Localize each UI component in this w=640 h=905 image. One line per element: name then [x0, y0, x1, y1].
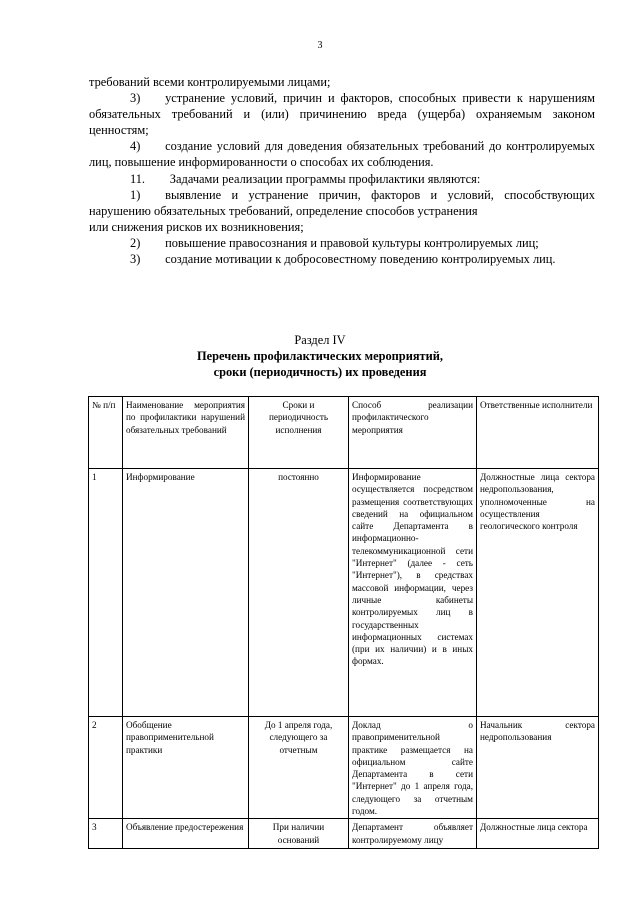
- paragraph: 1) выявление и устранение причин, факторов и условий, способствующих нарушению обязательных требований, определение способов устранения: [89, 187, 595, 218]
- row-term: При наличии оснований: [249, 819, 349, 849]
- row-term: постоянно: [249, 469, 349, 717]
- section-label: Раздел IV: [294, 333, 346, 347]
- row-number: 3: [89, 819, 123, 849]
- paragraph: 3) устранение условий, причин и факторов, способных привести к нарушениям обязательных требований и (или) причинению вреда (ущерба) охраняемым законом ценностям;: [89, 91, 595, 138]
- paragraph: или снижения рисков их возникновения;: [89, 219, 304, 234]
- row-method: Доклад о правоприменительной практике размещается на официальном сайте Департамента в сети "Интернет" до 1 апреля года, следующего за отчетным годом.: [349, 717, 477, 819]
- body-text: [89, 74, 595, 267]
- row-responsible: Начальник сектора недропользования: [477, 717, 599, 819]
- section-title-line-2: сроки (периодичность) их проведения: [213, 365, 427, 379]
- row-responsible: Должностные лица сектора: [477, 819, 599, 849]
- row-number: 2: [89, 717, 123, 819]
- page-number: 3: [317, 40, 323, 51]
- paragraph: требований всеми контролируемыми лицами;: [89, 75, 331, 89]
- section-title-line-1: Перечень профилактических мероприятий,: [196, 349, 443, 363]
- paragraph: 3) создание мотивации к добросовестному поведению контролируемых лиц.: [130, 252, 556, 267]
- table-row: [89, 469, 599, 717]
- paragraph: 2) повышение правосознания и правовой культуры контролируемых лиц;: [130, 235, 539, 250]
- row-number: 1: [89, 469, 123, 717]
- header-method: Способ реализации профилактического мероприятия: [349, 397, 477, 469]
- row-activity-name: Информирование: [123, 469, 249, 717]
- header-number: № п/п: [89, 397, 123, 469]
- header-responsible: Ответственные исполнители: [477, 397, 599, 469]
- table-row: [89, 717, 599, 819]
- section-heading: [0, 332, 640, 380]
- activities-table: [88, 396, 599, 849]
- row-method: Департамент объявляет контролируемому лицу: [349, 819, 477, 849]
- row-term: До 1 апреля года, следующего за отчетным: [249, 717, 349, 819]
- header-activity-name: Наименование мероприятия по профилактики нарушений обязательных требований: [123, 397, 249, 469]
- paragraph: 11. Задачами реализации программы профилактики являются:: [130, 171, 481, 186]
- row-activity-name: Обобщение правоприменительной практики: [123, 717, 249, 819]
- row-responsible: Должностные лица сектора недропользования, уполномоченные на осуществления геологического контроля: [477, 469, 599, 717]
- row-method: Информирование осуществляется посредством размещения соответствующих сведений на официальном сайте Департамента в информационно-телекоммуникационной сети "Интернет" (далее - сеть "Интернет"), в средствах массовой информации, через личные кабинеты контролируемых лиц в государственных информационных системах (при их наличии) и в иных формах.: [349, 469, 477, 717]
- header-term: Сроки и периодичность исполнения: [249, 397, 349, 469]
- row-activity-name: Объявление предостережения: [123, 819, 249, 849]
- paragraph: 4) создание условий для доведения обязательных требований до контролируемых лиц, повышение информированности о способах их соблюдения.: [89, 139, 595, 170]
- table-header-row: [89, 397, 599, 469]
- table-row: [89, 819, 599, 849]
